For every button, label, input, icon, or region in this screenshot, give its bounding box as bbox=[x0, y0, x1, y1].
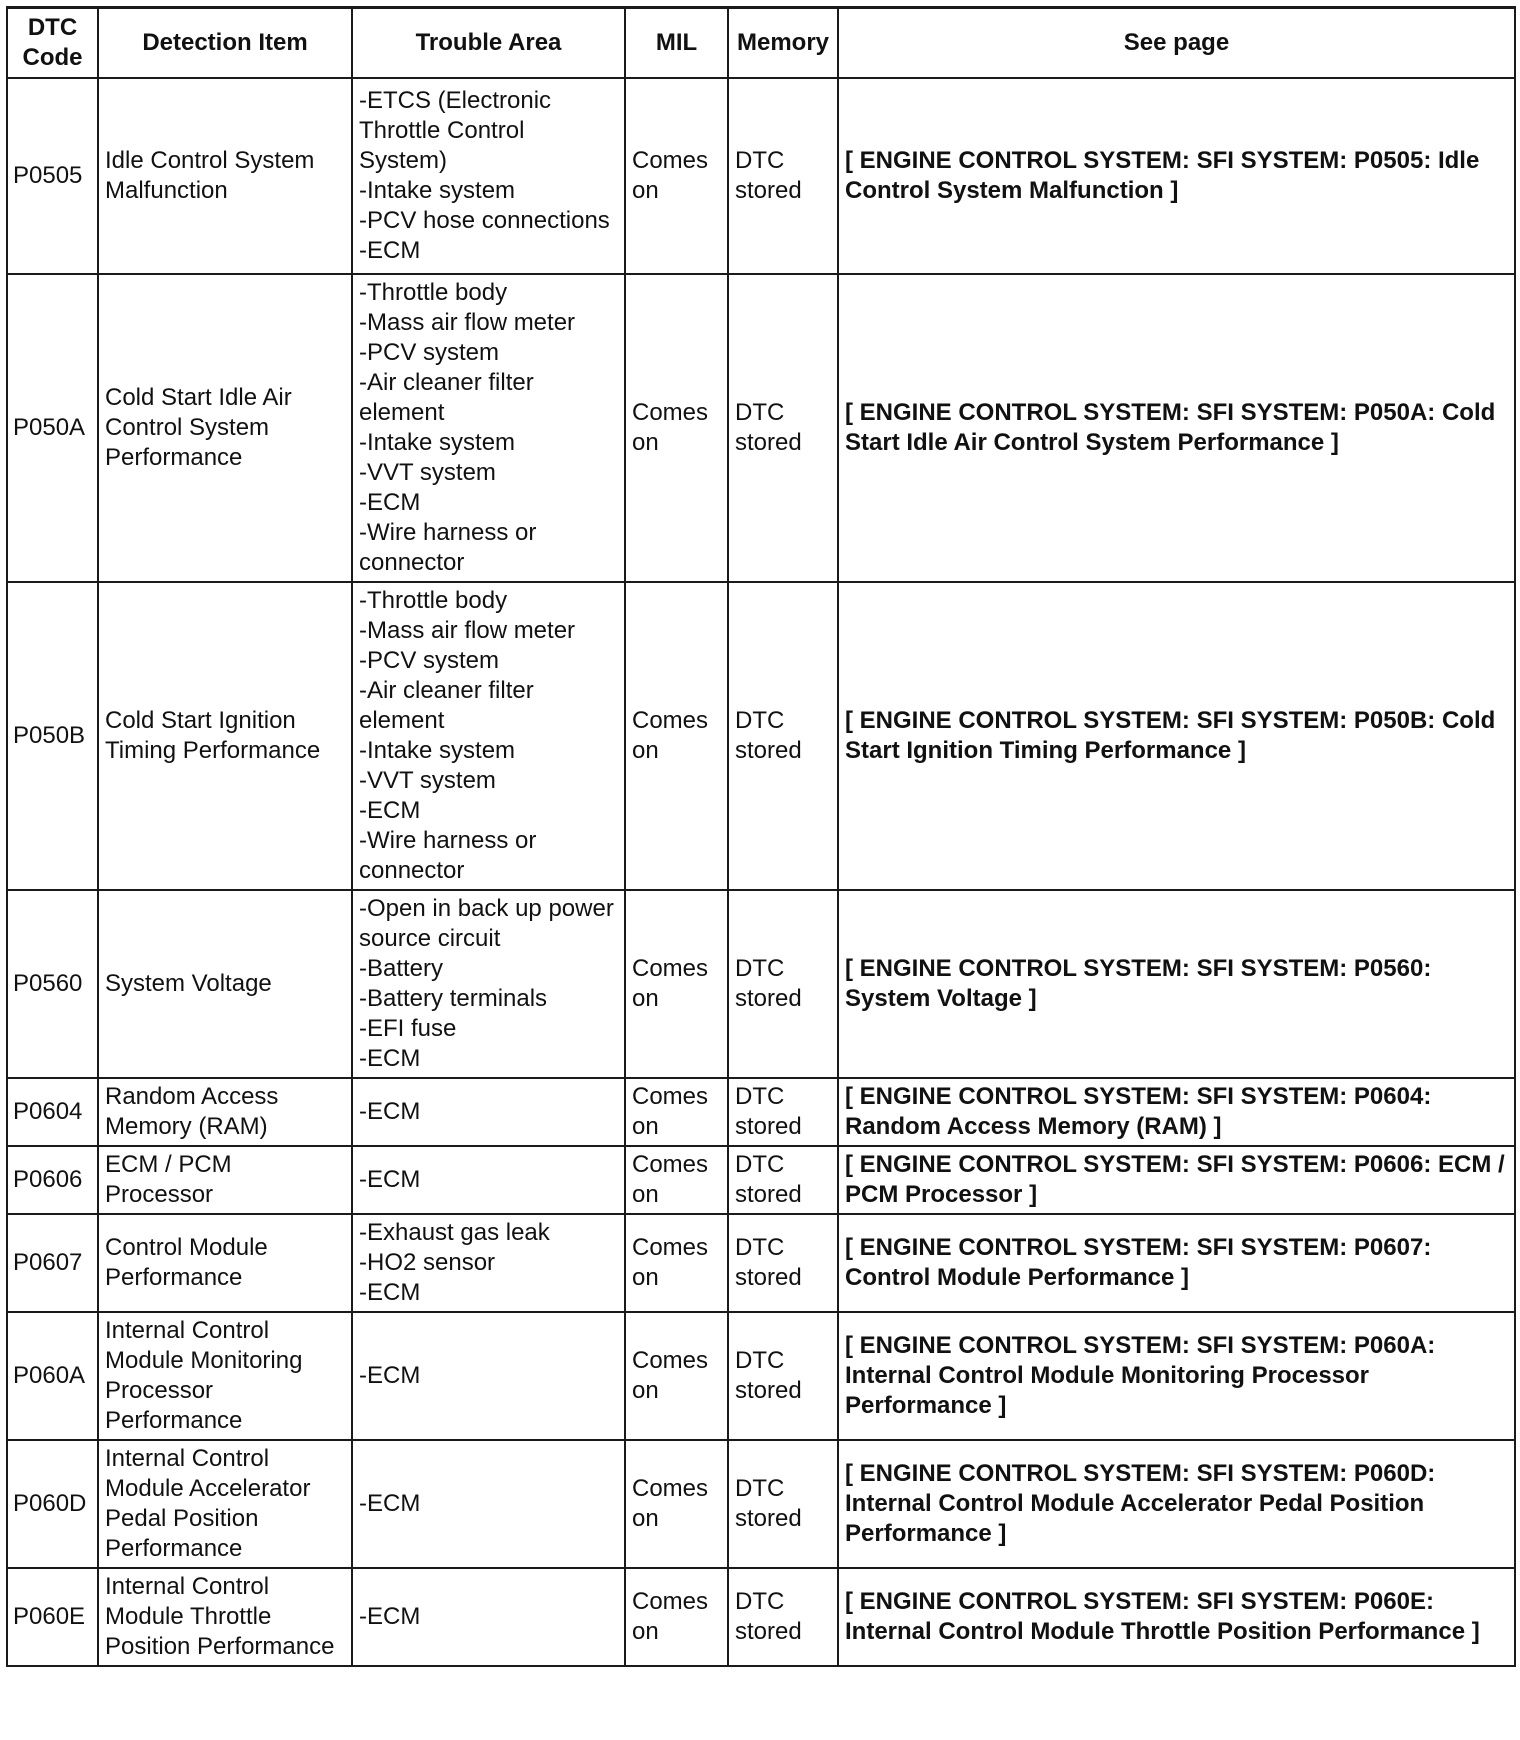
trouble-area-item: -ECM bbox=[359, 237, 421, 264]
trouble-area-item: -Throttle body bbox=[359, 587, 508, 614]
trouble-area-item: -Intake system bbox=[359, 737, 516, 764]
mil-cell: Comes on bbox=[625, 1312, 728, 1440]
table-body bbox=[7, 78, 1515, 1666]
trouble-area-item: -PCV system bbox=[359, 647, 500, 674]
header-mil: MIL bbox=[625, 8, 728, 79]
memory-cell: DTC stored bbox=[728, 1440, 838, 1568]
dtc-code-cell: P060A bbox=[7, 1312, 98, 1440]
dtc-code-cell: P060D bbox=[7, 1440, 98, 1568]
detection-item-cell: Internal Control Module Accelerator Pedal Position Performance bbox=[98, 1440, 352, 1568]
trouble-area-cell bbox=[352, 1312, 625, 1440]
dtc-code-cell: P050B bbox=[7, 582, 98, 890]
see-page-cell: [ ENGINE CONTROL SYSTEM: SFI SYSTEM: P0607: Control Module Performance ] bbox=[838, 1214, 1515, 1312]
header-trouble-area: Trouble Area bbox=[352, 8, 625, 79]
dtc-code-cell: P0607 bbox=[7, 1214, 98, 1312]
mil-cell: Comes on bbox=[625, 1440, 728, 1568]
trouble-area-cell bbox=[352, 78, 625, 274]
mil-cell: Comes on bbox=[625, 1146, 728, 1214]
trouble-area-item: -Mass air flow meter bbox=[359, 617, 576, 644]
trouble-area-cell bbox=[352, 1568, 625, 1666]
detection-item-cell: Control Module Performance bbox=[98, 1214, 352, 1312]
mil-cell: Comes on bbox=[625, 582, 728, 890]
memory-cell: DTC stored bbox=[728, 582, 838, 890]
see-page-cell: [ ENGINE CONTROL SYSTEM: SFI SYSTEM: P060D: Internal Control Module Accelerator Pedal Position Performance ] bbox=[838, 1440, 1515, 1568]
memory-cell: DTC stored bbox=[728, 1312, 838, 1440]
dtc-code-cell: P0505 bbox=[7, 78, 98, 274]
trouble-area-item: -Air cleaner filter element bbox=[359, 677, 534, 734]
table-row bbox=[7, 582, 1515, 890]
memory-cell: DTC stored bbox=[728, 890, 838, 1078]
trouble-area-item: -Exhaust gas leak bbox=[359, 1219, 550, 1246]
trouble-area-cell bbox=[352, 1214, 625, 1312]
mil-cell: Comes on bbox=[625, 78, 728, 274]
header-detection-item: Detection Item bbox=[98, 8, 352, 79]
trouble-area-item: -ECM bbox=[359, 1098, 421, 1125]
trouble-area-item: -Mass air flow meter bbox=[359, 309, 576, 336]
see-page-cell: [ ENGINE CONTROL SYSTEM: SFI SYSTEM: P060E: Internal Control Module Throttle Position Performance ] bbox=[838, 1568, 1515, 1666]
trouble-area-item: -Wire harness or connector bbox=[359, 827, 537, 884]
trouble-area-cell bbox=[352, 890, 625, 1078]
trouble-area-item: -ETCS (Electronic Throttle Control System) bbox=[359, 87, 552, 174]
see-page-cell: [ ENGINE CONTROL SYSTEM: SFI SYSTEM: P050B: Cold Start Ignition Timing Performance ] bbox=[838, 582, 1515, 890]
detection-item-cell: Internal Control Module Monitoring Processor Performance bbox=[98, 1312, 352, 1440]
dtc-code-cell: P060E bbox=[7, 1568, 98, 1666]
table-row bbox=[7, 1312, 1515, 1440]
detection-item-cell: Idle Control System Malfunction bbox=[98, 78, 352, 274]
dtc-code-cell: P0606 bbox=[7, 1146, 98, 1214]
trouble-area-item: -ECM bbox=[359, 1279, 421, 1306]
memory-cell: DTC stored bbox=[728, 1078, 838, 1146]
trouble-area-cell bbox=[352, 1440, 625, 1568]
trouble-area-item: -ECM bbox=[359, 489, 421, 516]
trouble-area-item: -VVT system bbox=[359, 767, 496, 794]
trouble-area-cell bbox=[352, 582, 625, 890]
mil-cell: Comes on bbox=[625, 890, 728, 1078]
detection-item-cell: Internal Control Module Throttle Position Performance bbox=[98, 1568, 352, 1666]
trouble-area-item: -ECM bbox=[359, 1603, 421, 1630]
memory-cell: DTC stored bbox=[728, 1146, 838, 1214]
detection-item-cell: Random Access Memory (RAM) bbox=[98, 1078, 352, 1146]
trouble-area-item: -ECM bbox=[359, 1362, 421, 1389]
trouble-area-item: -Battery terminals bbox=[359, 985, 548, 1012]
detection-item-cell: ECM / PCM Processor bbox=[98, 1146, 352, 1214]
see-page-cell: [ ENGINE CONTROL SYSTEM: SFI SYSTEM: P0505: Idle Control System Malfunction ] bbox=[838, 78, 1515, 274]
mil-cell: Comes on bbox=[625, 1568, 728, 1666]
memory-cell: DTC stored bbox=[728, 274, 838, 582]
see-page-cell: [ ENGINE CONTROL SYSTEM: SFI SYSTEM: P0560: System Voltage ] bbox=[838, 890, 1515, 1078]
memory-cell: DTC stored bbox=[728, 78, 838, 274]
table-row bbox=[7, 274, 1515, 582]
detection-item-cell: Cold Start Idle Air Control System Performance bbox=[98, 274, 352, 582]
trouble-area-item: -EFI fuse bbox=[359, 1015, 457, 1042]
trouble-area-item: -PCV system bbox=[359, 339, 500, 366]
trouble-area-item: -Air cleaner filter element bbox=[359, 369, 534, 426]
header-row bbox=[7, 8, 1515, 79]
table-row bbox=[7, 1146, 1515, 1214]
trouble-area-cell bbox=[352, 1146, 625, 1214]
trouble-area-item: -HO2 sensor bbox=[359, 1249, 496, 1276]
dtc-table bbox=[6, 6, 1516, 1667]
table-row bbox=[7, 890, 1515, 1078]
table-row bbox=[7, 1214, 1515, 1312]
see-page-cell: [ ENGINE CONTROL SYSTEM: SFI SYSTEM: P050A: Cold Start Idle Air Control System Performance ] bbox=[838, 274, 1515, 582]
see-page-cell: [ ENGINE CONTROL SYSTEM: SFI SYSTEM: P060A: Internal Control Module Monitoring Processor Performance ] bbox=[838, 1312, 1515, 1440]
trouble-area-cell bbox=[352, 274, 625, 582]
header-see-page: See page bbox=[838, 8, 1515, 79]
trouble-area-item: -Intake system bbox=[359, 429, 516, 456]
trouble-area-item: -PCV hose connections bbox=[359, 207, 610, 234]
see-page-cell: [ ENGINE CONTROL SYSTEM: SFI SYSTEM: P0604: Random Access Memory (RAM) ] bbox=[838, 1078, 1515, 1146]
table-row bbox=[7, 1568, 1515, 1666]
mil-cell: Comes on bbox=[625, 274, 728, 582]
mil-cell: Comes on bbox=[625, 1078, 728, 1146]
dtc-code-cell: P0604 bbox=[7, 1078, 98, 1146]
dtc-code-cell: P0560 bbox=[7, 890, 98, 1078]
trouble-area-item: -Throttle body bbox=[359, 279, 508, 306]
see-page-cell: [ ENGINE CONTROL SYSTEM: SFI SYSTEM: P0606: ECM / PCM Processor ] bbox=[838, 1146, 1515, 1214]
table-row bbox=[7, 78, 1515, 274]
header-dtc-code: DTC Code bbox=[7, 8, 98, 79]
trouble-area-item: -ECM bbox=[359, 1166, 421, 1193]
trouble-area-item: -ECM bbox=[359, 1490, 421, 1517]
trouble-area-item: -ECM bbox=[359, 797, 421, 824]
trouble-area-item: -VVT system bbox=[359, 459, 496, 486]
mil-cell: Comes on bbox=[625, 1214, 728, 1312]
trouble-area-item: -Battery bbox=[359, 955, 444, 982]
memory-cell: DTC stored bbox=[728, 1214, 838, 1312]
trouble-area-cell bbox=[352, 1078, 625, 1146]
header-memory: Memory bbox=[728, 8, 838, 79]
detection-item-cell: Cold Start Ignition Timing Performance bbox=[98, 582, 352, 890]
trouble-area-item: -Open in back up power source circuit bbox=[359, 895, 614, 952]
trouble-area-item: -ECM bbox=[359, 1045, 421, 1072]
trouble-area-item: -Intake system bbox=[359, 177, 516, 204]
memory-cell: DTC stored bbox=[728, 1568, 838, 1666]
table-row bbox=[7, 1440, 1515, 1568]
table-row bbox=[7, 1078, 1515, 1146]
dtc-code-cell: P050A bbox=[7, 274, 98, 582]
detection-item-cell: System Voltage bbox=[98, 890, 352, 1078]
trouble-area-item: -Wire harness or connector bbox=[359, 519, 537, 576]
